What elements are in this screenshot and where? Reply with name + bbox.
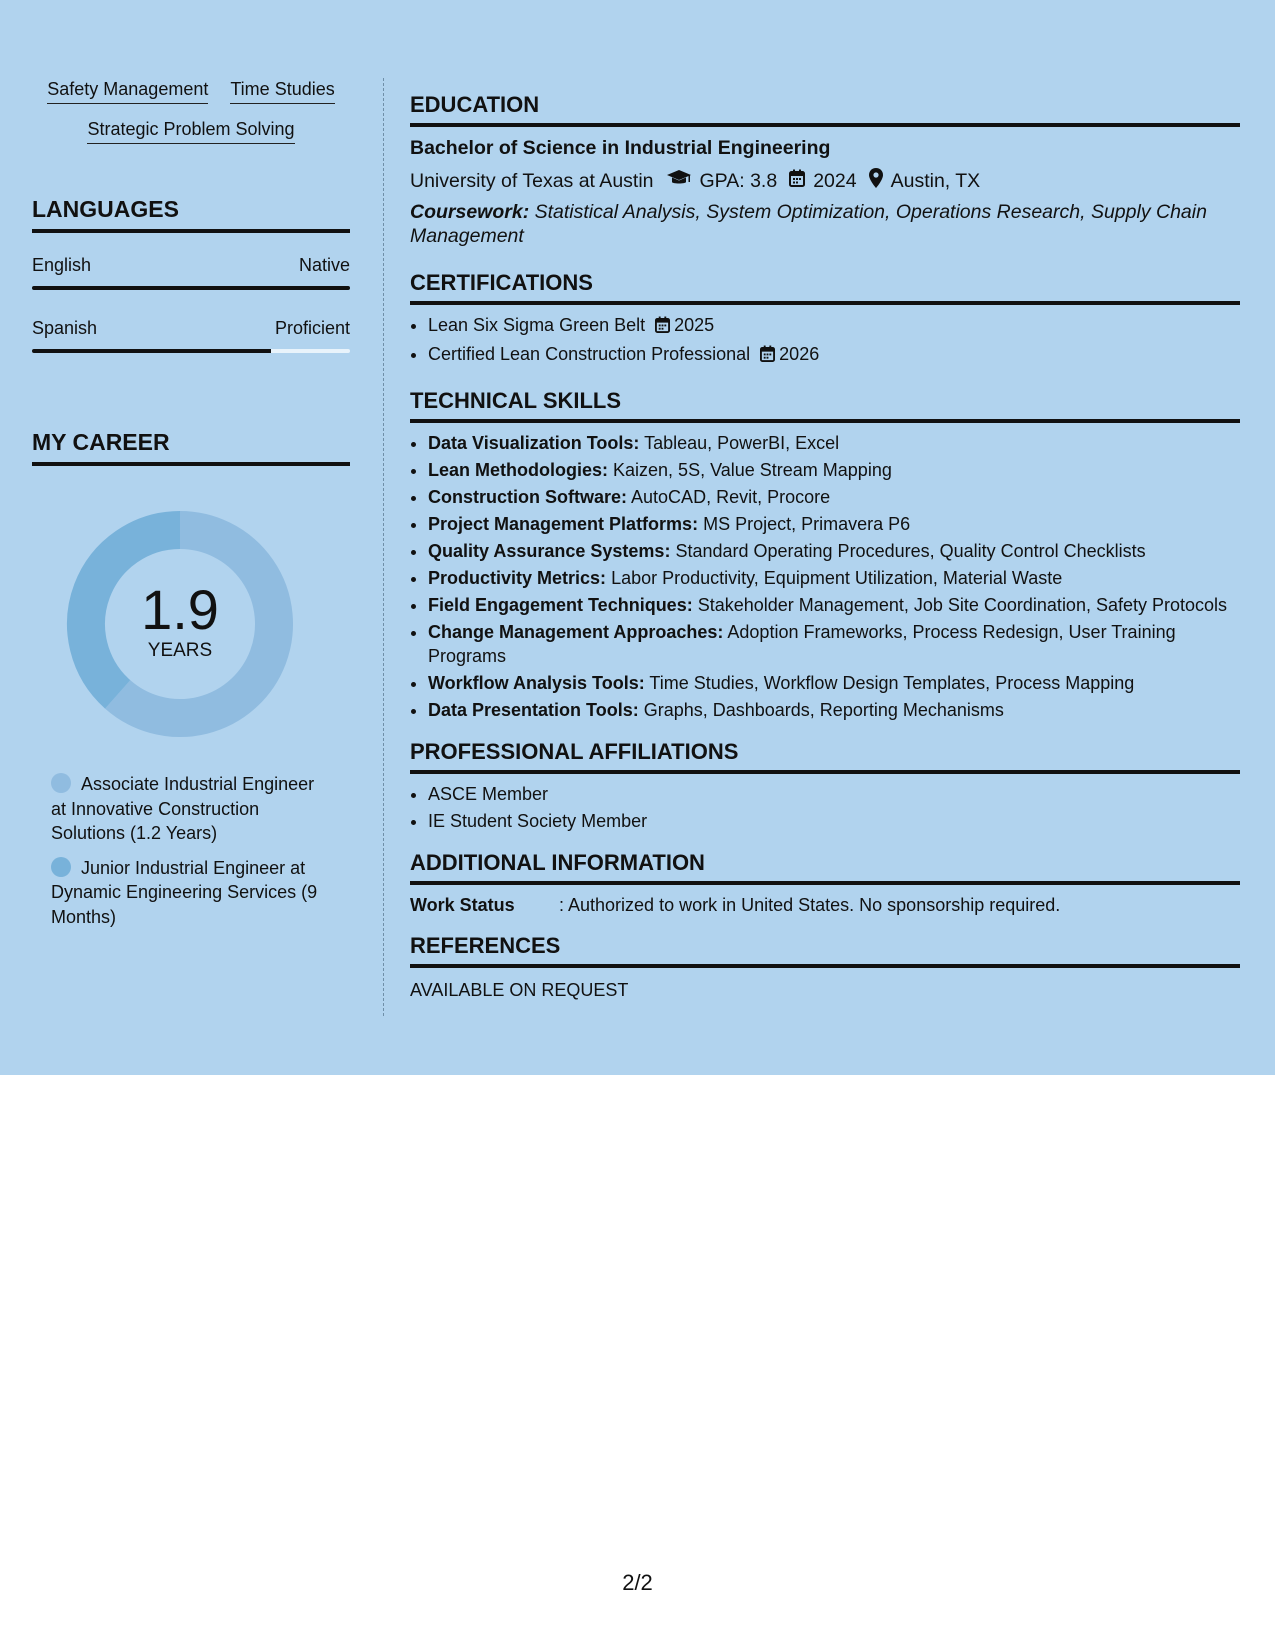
- skill-item: [428, 485, 1240, 509]
- skill-item: [428, 512, 1240, 536]
- calendar-icon: [655, 315, 670, 339]
- skill-label: Data Visualization Tools:: [428, 433, 640, 453]
- skill-value: MS Project, Primavera P6: [703, 514, 911, 534]
- affiliation-item: • ASCE Member: [428, 782, 1240, 806]
- language-name: English: [32, 255, 92, 275]
- language-level: Proficient: [274, 318, 350, 338]
- skill-value: Time Studies, Workflow Design Templates, Process Mapping: [649, 673, 1135, 693]
- skill-label: Lean Methodologies:: [428, 460, 608, 480]
- language-bar: [32, 349, 350, 353]
- references-heading: REFERENCES: [410, 933, 1240, 968]
- certification-year: 2026: [779, 344, 820, 364]
- career-heading: MY CAREER: [32, 429, 350, 466]
- page-number: 2/2: [622, 1570, 653, 1595]
- skill-item: [428, 593, 1240, 617]
- affiliation-item: • IE Student Society Member: [428, 809, 1240, 833]
- main-column: [410, 92, 1240, 1018]
- education-section: [410, 92, 1240, 248]
- work-status-row: [410, 895, 1240, 916]
- technical-skills-heading: TECHNICAL SKILLS: [410, 388, 1240, 423]
- school-location: Austin, TX: [890, 169, 981, 192]
- skill-label: Data Presentation Tools:: [428, 700, 639, 720]
- career-list: [32, 772, 350, 929]
- career-item: [51, 856, 350, 930]
- certifications-section: [410, 270, 1240, 368]
- certification-year: 2025: [674, 315, 715, 335]
- skill-tag: Strategic Problem Solving: [87, 118, 294, 144]
- language-bar-fill: [32, 349, 271, 353]
- languages-heading: LANGUAGES: [32, 196, 350, 233]
- degree-title: Bachelor of Science in Industrial Engineering: [410, 137, 831, 159]
- skill-label: Productivity Metrics:: [428, 568, 607, 588]
- skill-item: [428, 458, 1240, 482]
- skill-item: [428, 539, 1240, 563]
- skill-label: Change Management Approaches:: [428, 622, 724, 642]
- skill-item: [428, 698, 1240, 722]
- location-pin-icon: [869, 168, 883, 194]
- coursework-list: Statistical Analysis, System Optimization, Operations Research, Supply Chain Management: [410, 201, 1207, 247]
- career-unit: YEARS: [147, 640, 213, 661]
- school-name: University of Texas at Austin: [410, 169, 654, 192]
- career-item-text: Associate Industrial Engineer at Innovative Construction Solutions (1.2 Years): [51, 774, 315, 843]
- skill-value: AutoCAD, Revit, Procore: [631, 487, 831, 507]
- certification-item: [428, 342, 1240, 368]
- certification-item: [428, 313, 1240, 339]
- skill-label: Workflow Analysis Tools:: [428, 673, 645, 693]
- skill-label: Project Management Platforms:: [428, 514, 699, 534]
- additional-info-heading: ADDITIONAL INFORMATION: [410, 850, 1240, 885]
- skill-tag: Time Studies: [230, 78, 334, 104]
- skill-value: Adoption Frameworks, Process Redesign, User Training Programs: [428, 622, 1176, 666]
- skill-label: Field Engagement Techniques:: [428, 595, 693, 615]
- language-bar-fill: [32, 286, 350, 290]
- skill-item: [428, 671, 1240, 695]
- skill-item: [428, 431, 1240, 455]
- sidebar: [32, 78, 350, 939]
- certifications-heading: CERTIFICATIONS: [410, 270, 1240, 305]
- affiliations-section: [410, 739, 1240, 833]
- career-item: [51, 772, 350, 846]
- calendar-icon: [789, 169, 805, 193]
- education-heading: EDUCATION: [410, 92, 1240, 127]
- language-name: Spanish: [32, 318, 98, 338]
- references-section: [410, 933, 1240, 1001]
- languages-section: [32, 196, 350, 353]
- graduation-year: 2024: [813, 169, 857, 192]
- coursework: [410, 200, 1240, 248]
- education-meta: [410, 168, 1240, 194]
- language-bar: [32, 286, 350, 290]
- additional-info-section: [410, 850, 1240, 916]
- skill-item: [428, 566, 1240, 590]
- language-item: [32, 255, 350, 290]
- work-status-value: : Authorized to work in United States. No sponsorship required.: [559, 895, 1061, 915]
- calendar-icon: [760, 344, 775, 368]
- career-item-text: Junior Industrial Engineer at Dynamic Engineering Services (9 Months): [51, 857, 318, 927]
- career-dot-icon: [51, 773, 71, 793]
- skill-label: Quality Assurance Systems:: [428, 541, 671, 561]
- skill-value: Stakeholder Management, Job Site Coordination, Safety Protocols: [697, 595, 1228, 615]
- work-status-label: Work Status: [410, 895, 515, 915]
- career-donut: [66, 510, 294, 738]
- references-text: AVAILABLE ON REQUEST: [410, 980, 629, 1000]
- technical-skills-section: [410, 388, 1240, 722]
- language-item: [32, 318, 350, 353]
- skill-label: Construction Software:: [428, 487, 628, 507]
- language-level: Native: [298, 255, 350, 275]
- gpa: GPA: 3.8: [699, 169, 778, 192]
- career-section: [32, 429, 350, 929]
- column-divider: [383, 78, 384, 1016]
- affiliations-heading: PROFESSIONAL AFFILIATIONS: [410, 739, 1240, 774]
- coursework-label: Coursework:: [410, 201, 530, 223]
- skill-value: Tableau, PowerBI, Excel: [644, 433, 840, 453]
- skill-value: Kaizen, 5S, Value Stream Mapping: [613, 460, 892, 480]
- skill-value: Labor Productivity, Equipment Utilization, Material Waste: [611, 568, 1063, 588]
- skill-tag: Safety Management: [47, 78, 208, 104]
- graduation-cap-icon: [666, 169, 692, 193]
- career-dot-icon: [51, 857, 71, 877]
- skill-item: [428, 620, 1240, 668]
- certification-name: Lean Six Sigma Green Belt: [428, 315, 646, 335]
- certification-name: Certified Lean Construction Professional: [428, 344, 751, 364]
- skill-tags: [32, 78, 350, 144]
- skill-value: Standard Operating Procedures, Quality Control Checklists: [675, 541, 1146, 561]
- career-total: 1.9: [141, 578, 219, 641]
- skill-value: Graphs, Dashboards, Reporting Mechanisms: [643, 700, 1004, 720]
